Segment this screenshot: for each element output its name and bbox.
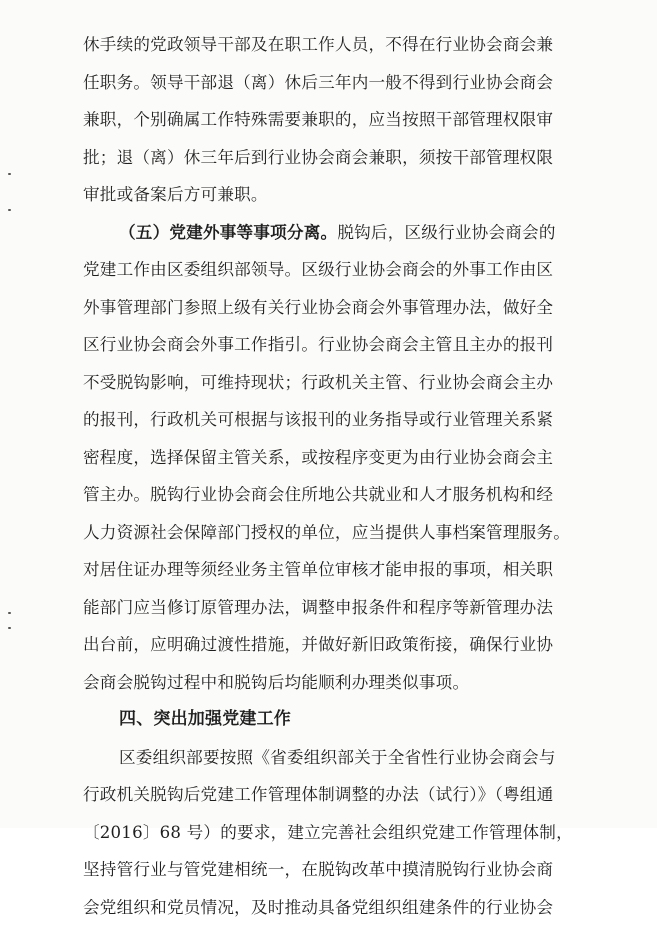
- text-line: 能部门应当修订原管理办法，调整申报条件和程序等新管理办法: [83, 589, 603, 627]
- text-line: 兼职，个别确属工作特殊需要兼职的，应当按照干部管理权限审: [83, 101, 603, 139]
- text-line: 会党组织和党员情况，及时推动具备党组织组建条件的行业协会: [83, 889, 603, 926]
- text-line: 外事管理部门参照上级有关行业协会商会外事管理办法，做好全: [83, 289, 603, 327]
- text-line: 管主办。脱钩行业协会商会住所地公共就业和人才服务机构和经: [83, 476, 603, 514]
- text-line: 休手续的党政领导干部及在职工作人员，不得在行业协会商会兼: [83, 26, 603, 64]
- scan-speck: [8, 173, 11, 175]
- text-line: 〔2016〕68 号）的要求，建立完善社会组织党建工作管理体制，: [83, 814, 603, 852]
- section-five-first-line: [83, 214, 603, 252]
- text-line: 出台前，应明确过渡性措施，并做好新旧政策衔接，确保行业协: [83, 626, 603, 664]
- section-heading: 四、突出加强党建工作: [83, 701, 603, 739]
- scan-speck: [8, 627, 11, 629]
- text-line: 行政机关脱钩后党建工作管理体制调整的办法（试行）》（粤组通: [83, 776, 603, 814]
- scan-speck: [8, 209, 11, 211]
- text-line: 任职务。领导干部退（离）休后三年内一般不得到行业协会商会: [83, 64, 603, 102]
- text-line: 区委组织部要按照《省委组织部关于全省性行业协会商会与: [83, 739, 603, 777]
- text-line: 坚持管行业与管党建相统一，在脱钩改革中摸清脱钩行业协会商: [83, 851, 603, 889]
- text-line: 审批或备案后方可兼职。: [83, 176, 603, 214]
- text-line: 不受脱钩影响，可维持现状；行政机关主管、行业协会商会主办: [83, 364, 603, 402]
- text-line: 党建工作由区委组织部领导。区级行业协会商会的外事工作由区: [83, 251, 603, 289]
- text-line: 对居住证办理等须经业务主管单位审核才能申报的事项，相关职: [83, 551, 603, 589]
- text-line: 密程度，选择保留主管关系，或按程序变更为由行业协会商会主: [83, 439, 603, 477]
- section-five-lead: （五）党建外事等事项分离。: [119, 222, 337, 242]
- text-line: 会商会脱钩过程中和脱钩后均能顺利办理类似事项。: [83, 664, 603, 702]
- text-line: 人力资源社会保障部门授权的单位，应当提供人事档案管理服务。: [83, 514, 603, 552]
- text-line: 区行业协会商会外事工作指引。行业协会商会主管且主办的报刊: [83, 326, 603, 364]
- text-line: 批；退（离）休三年后到行业协会商会兼职，须按干部管理权限: [83, 139, 603, 177]
- scan-speck: [8, 612, 11, 614]
- section-five-first-rest: 脱钩后，区级行业协会商会的: [337, 223, 555, 242]
- document-body: [83, 26, 603, 926]
- text-line: 的报刊，行政机关可根据与该报刊的业务指导或行业管理关系紧: [83, 401, 603, 439]
